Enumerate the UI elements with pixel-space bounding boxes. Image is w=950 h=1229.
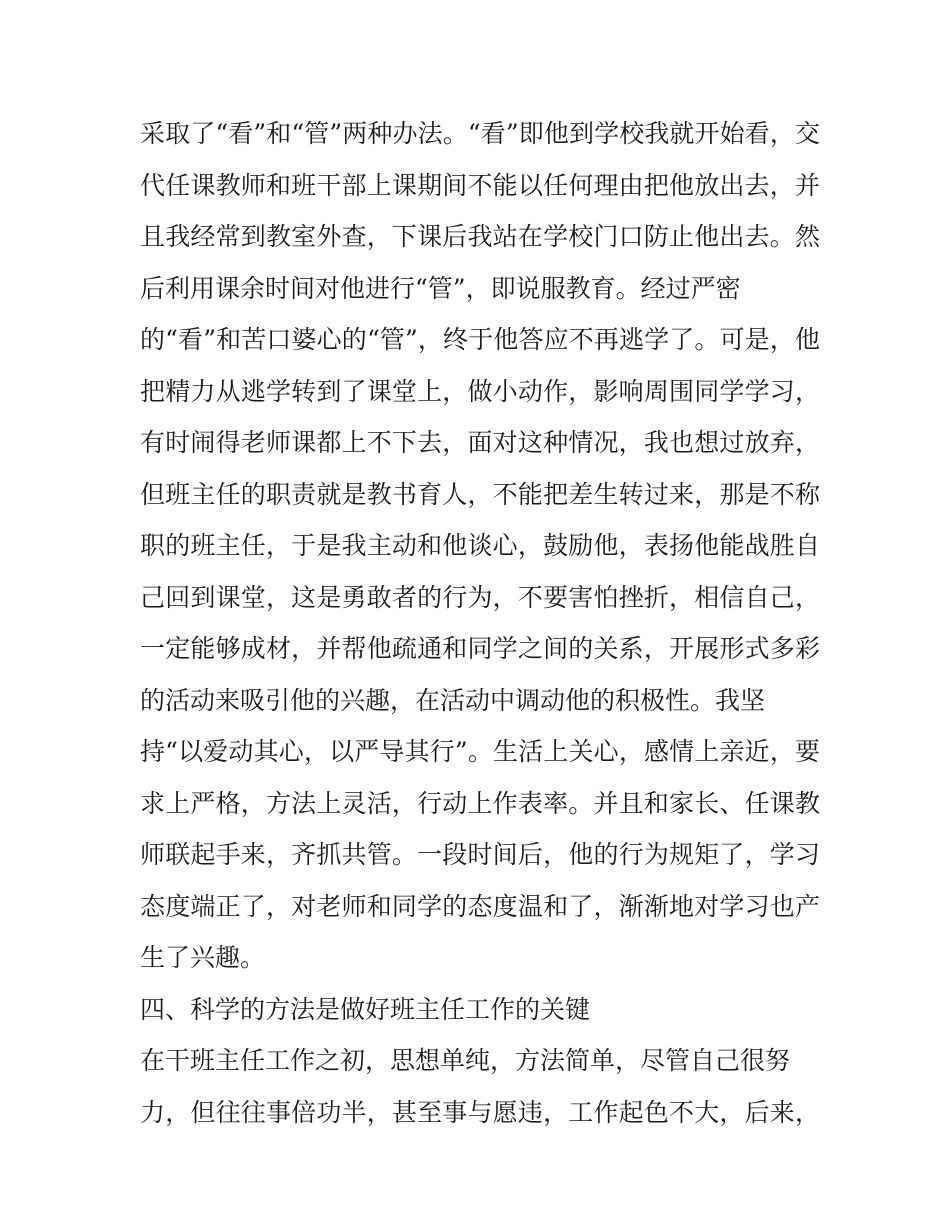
- text-line: 的“看”和苦口婆心的“管”，终于他答应不再逃学了。可是，他: [140, 325, 820, 354]
- text-line: 的活动来吸引他的兴趣，在活动中调动他的积极性。我坚: [140, 685, 766, 715]
- text-line: 态度端正了，对老师和同学的态度温和了，渐渐地对学习也产: [140, 891, 820, 921]
- text-line: 持“以爱动其心，以严导其行”。生活上关心，感情上亲近，要: [140, 737, 820, 766]
- text-line: 一定能够成材，并帮他疏通和同学之间的关系，开展形式多彩: [140, 634, 820, 663]
- text-line: 但班主任的职责就是教书育人，不能把差生转过来，那是不称: [140, 479, 820, 509]
- text-line: 代任课教师和班干部上课期间不能以任何理由把他放出去，并: [140, 170, 820, 200]
- section-heading: 四、科学的方法是做好班主任工作的关键: [140, 994, 591, 1024]
- text-line: 采取了“看”和“管”两种办法。“看”即他到学校我就开始看，交: [140, 119, 820, 148]
- text-line: 有时闹得老师课都上不下去，面对这种情况，我也想过放弃，: [140, 428, 820, 457]
- text-line: 职的班主任，于是我主动和他谈心，鼓励他，表扬他能战胜自: [140, 531, 820, 560]
- text-line: 在干班主任工作之初，思想单纯，方法简单，尽管自己很努: [140, 1046, 791, 1075]
- text-line: 师联起手来，齐抓共管。一段时间后，他的行为规矩了，学习: [140, 840, 820, 869]
- text-line: 己回到课堂，这是勇敢者的行为，不要害怕挫折，相信自己，: [140, 582, 820, 612]
- text-line: 生了兴趣。: [140, 943, 266, 972]
- text-line: 且我经常到教室外查，下课后我站在学校门口防止他出去。然: [140, 222, 820, 251]
- text-line: 力，但往往事倍功半，甚至事与愿违，工作起色不大，后来，: [140, 1097, 820, 1127]
- text-line: 求上严格，方法上灵活，行动上作表率。并且和家长、任课教: [140, 788, 820, 818]
- body-text: [140, 108, 820, 1138]
- text-line: 把精力从逃学转到了课堂上，做小动作，影响周围同学学习，: [140, 376, 820, 406]
- text-line: 后利用课余时间对他进行“管”，即说服教育。经过严密: [140, 273, 741, 303]
